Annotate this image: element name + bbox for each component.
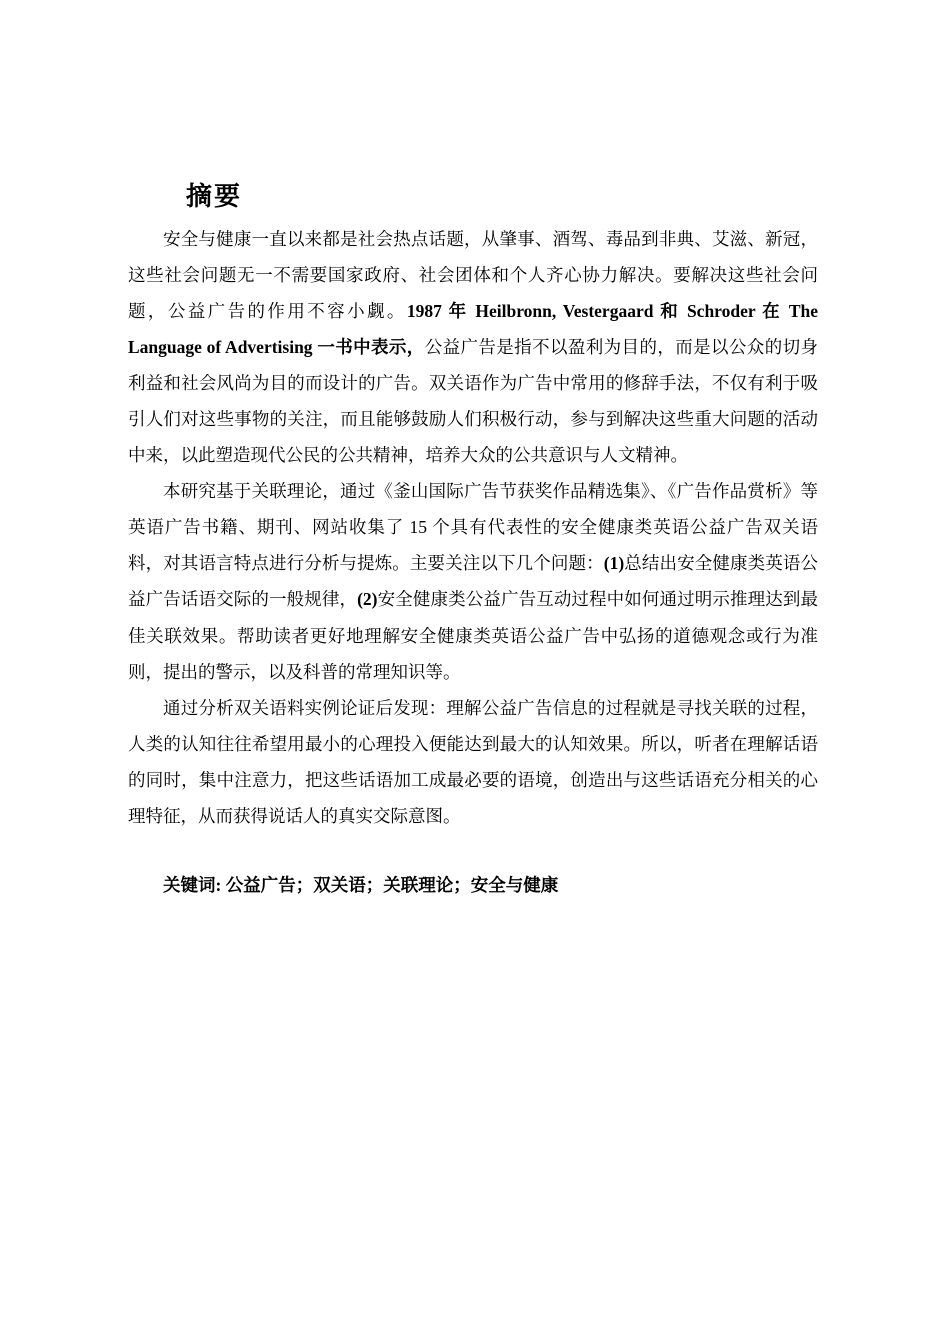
paragraph-3-run-1: 通过分析双关语料实例论证后发现：理解公益广告信息的过程就是寻找关联的过程，人类的认知往往希望用最小的心理投入便能达到最大的认知效果。所以，听者在理解话语的同时，集中注意力，把这些话语加工成最必要的语境，创造出与这些话语充分相关的心理特征，从而获得说话人的真实交际意图。: [128, 697, 818, 826]
paragraph-2-run-1: 本研究基于关联理论，通过《釜山国际广告节获奖作品精选集》、《广告作品赏析》等英语广告书籍、期刊、网站收集了 15 个具有代表性的安全健康类英语公益广告双关语料，对其语言特点进行分析与提炼。主要关注以下几个问题：: [128, 481, 818, 574]
paragraph-2-run-3: 总结出安全健康类英语公益广告话语交际的一般规律，: [128, 553, 819, 610]
paragraph-3: [128, 690, 818, 834]
keywords-line: 关键词: 公益广告；双关语；关联理论；安全与健康: [163, 874, 559, 895]
paragraph-2: [128, 473, 818, 689]
paragraph-1-run-2: 1987 年 Heilbronn, Vestergaard 和 Schroder 在 The Language of Advertising 一书中表示，: [128, 301, 819, 358]
page-title: 摘要: [186, 182, 243, 212]
paragraph-1-run-3: 公益广告是指不以盈利为目的，而是以公众的切身利益和社会风尚为目的而设计的广告。双关语作为广告中常用的修辞手法，不仅有利于吸引人们对这些事物的关注，而且能够鼓励人们积极行动，参与到解决这些重大问题的活动中来，以此塑造现代公民的公共精神，培养大众的公共意识与人文精神。: [128, 337, 818, 466]
paragraph-1-run-1: 安全与健康一直以来都是社会热点话题，从肇事、酒驾、毒品到非典、艾滋、新冠，这些社会问题无一不需要国家政府、社会团体和个人齐心协力解决。要解决这些社会问题，公益广告的作用不容小觑。: [128, 229, 818, 322]
paragraph-2-run-2: (1): [603, 553, 625, 574]
paragraph-1: [128, 221, 818, 473]
paragraph-2-run-4: (2): [357, 589, 378, 610]
document-body: [128, 178, 818, 903]
paragraph-2-run-5: 安全健康类公益广告互动过程中如何通过明示推理达到最佳关联效果。帮助读者更好地理解安全健康类英语公益广告中弘扬的道德观念或行为准则，提出的警示，以及科普的常理知识等。: [128, 589, 819, 682]
spacer: [128, 834, 818, 868]
